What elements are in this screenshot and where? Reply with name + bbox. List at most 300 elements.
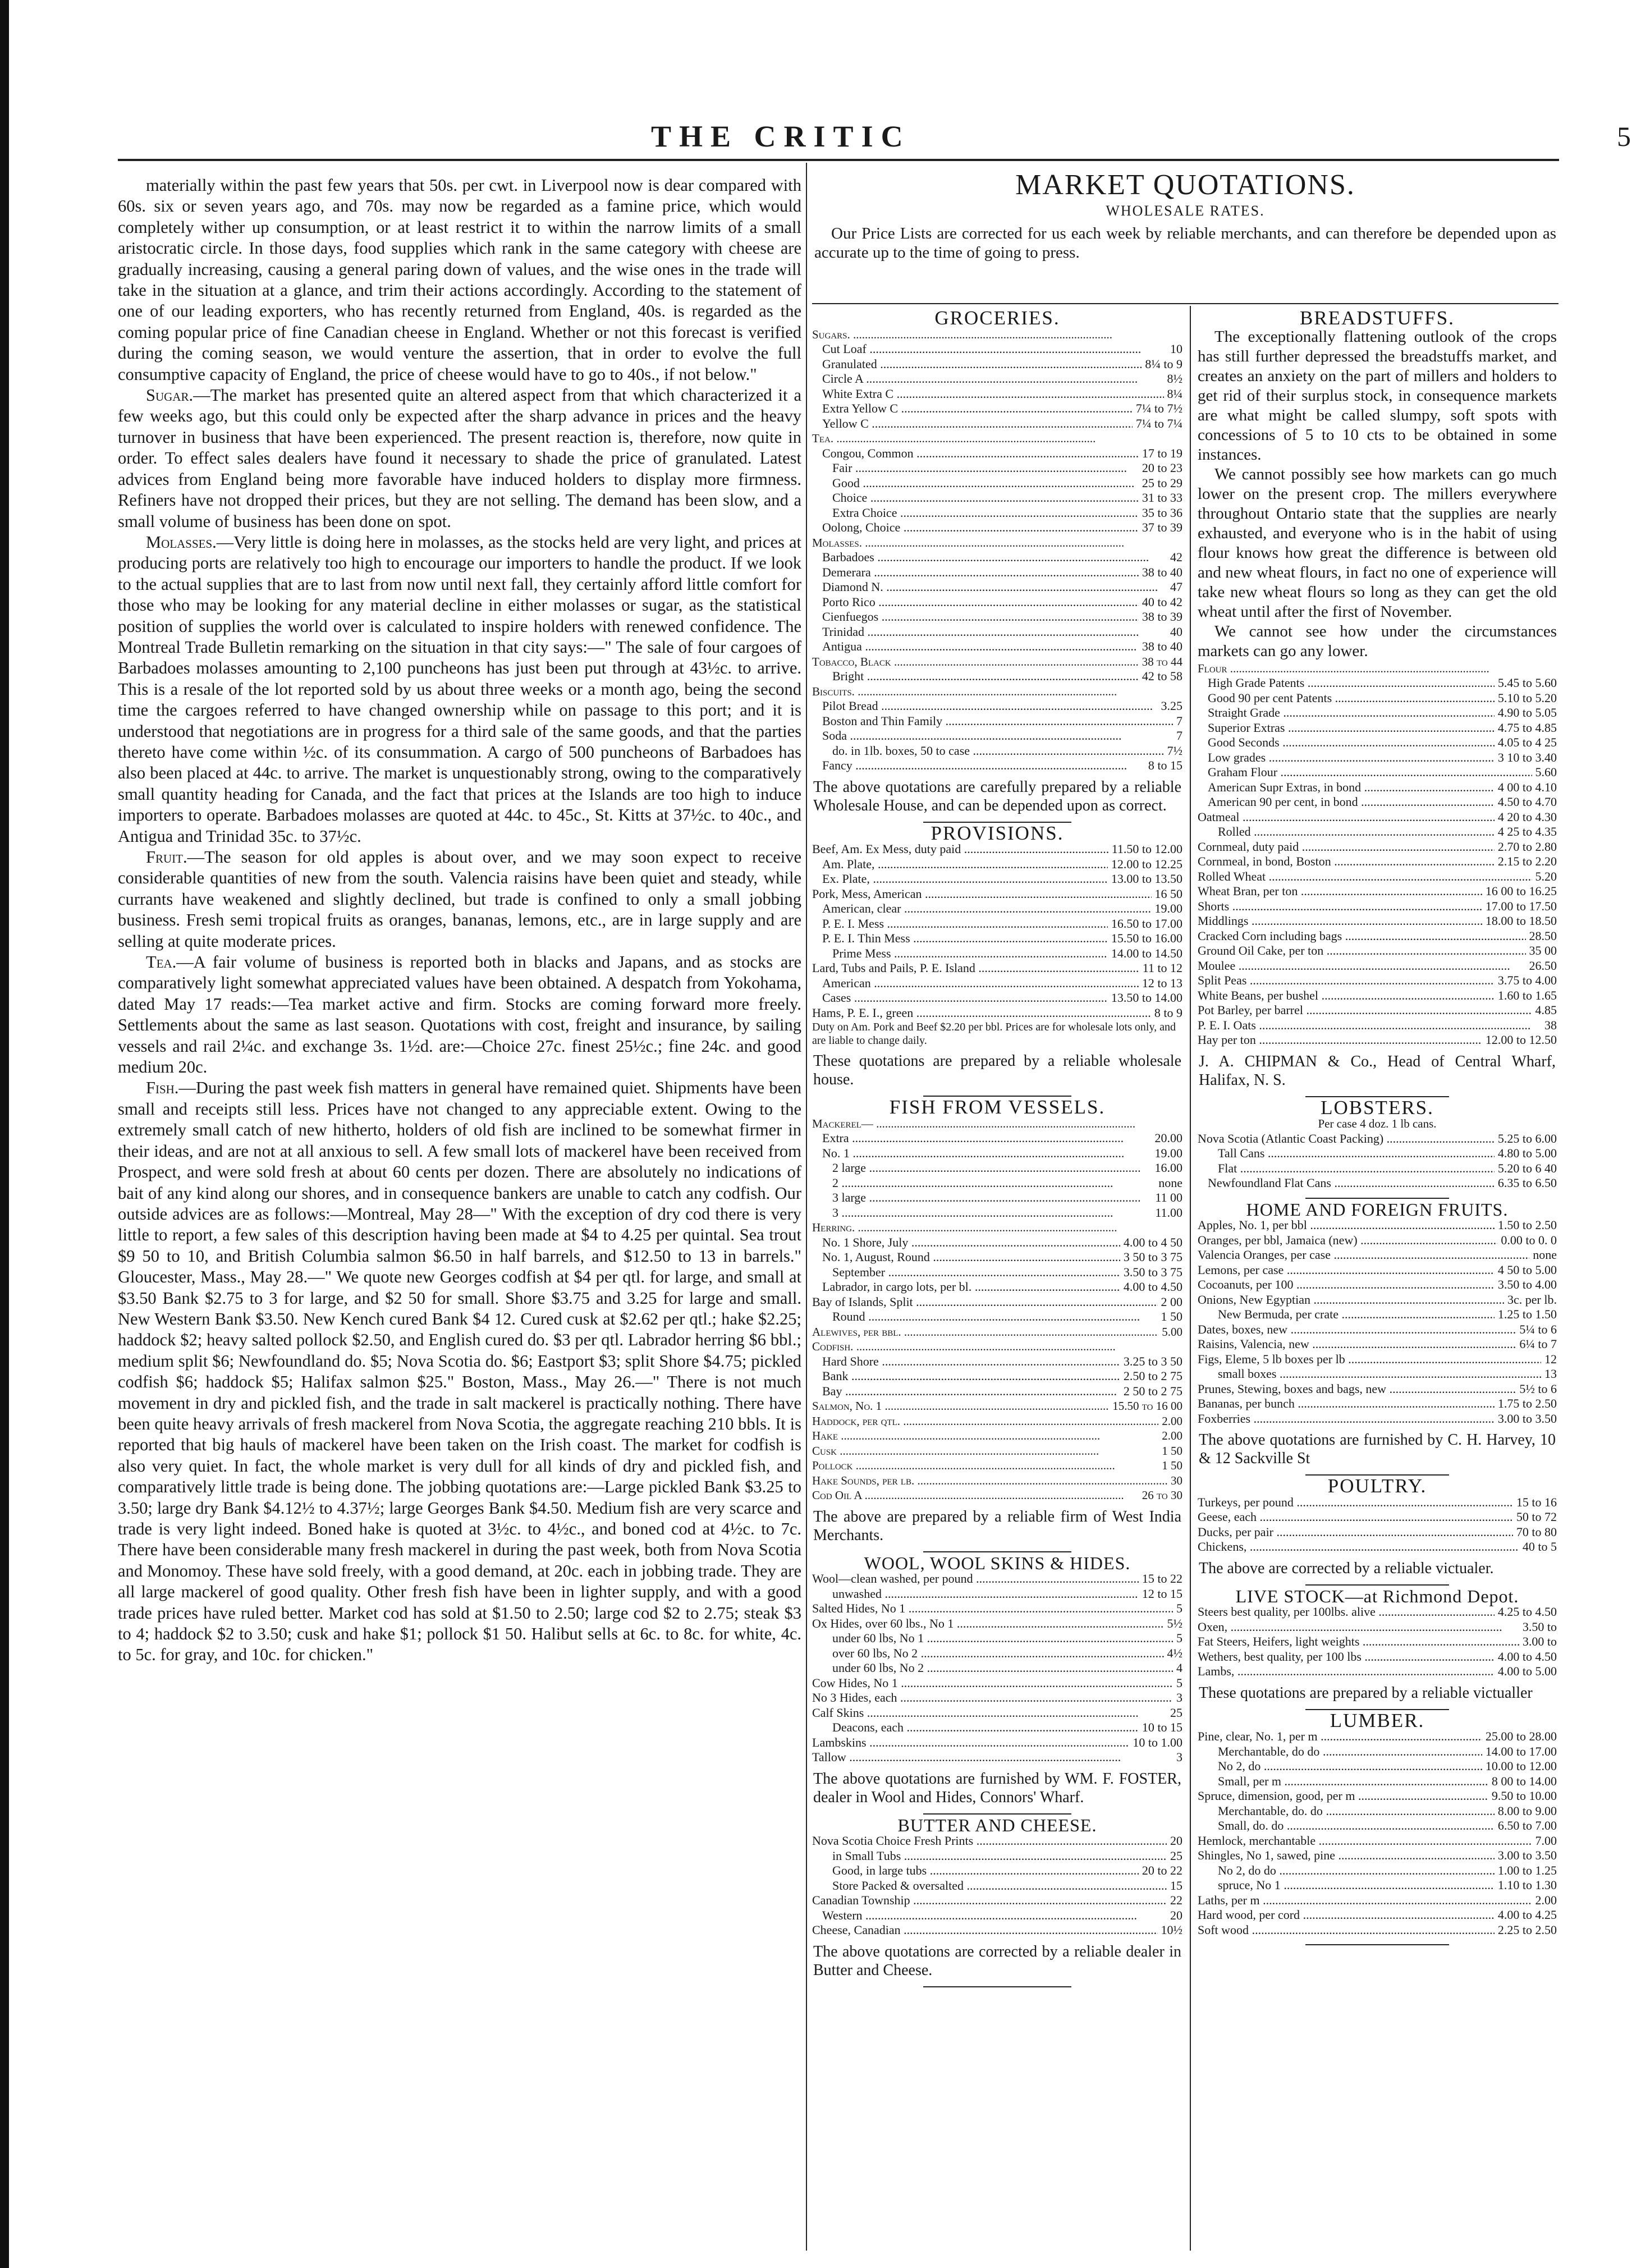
quote-item: Spruce, dimension, good, per m ..... (1198, 1789, 1488, 1804)
quote-price (1179, 1116, 1182, 1131)
quote-item: Ex. Plate, ..... (812, 872, 1108, 887)
quote-price: 38 (1544, 1018, 1557, 1032)
quote-price: 38 to 40 (1142, 639, 1182, 653)
quote-row (1198, 1396, 1557, 1412)
quote-price: 38 to 39 (1142, 610, 1182, 624)
quote-price (1179, 535, 1182, 551)
quote-row (1198, 1307, 1557, 1322)
paragraph-text: —A fair volume of business is reported both in blacks and Japans, and as stocks are comparatively light somewhat appreciated values have been obtained. A despatch from Yokohama, dated May 17 reads:—Tea market active and firm. Stocks are coming forward more freely. Settlements about the same as last season. Quotations with cost, freight and insurance, by sailing vessels and rail 2¼c. and exchange 3s. 1½d. are:—Choice 27c. finest 25½c.; fine 24c. and good medium 20c. (118, 952, 801, 1077)
poultry-note: The above are corrected by a reliable victualer. (1199, 1559, 1494, 1577)
quote-price: 5¼ to 6 (1519, 1322, 1557, 1336)
livestock-title: LIVE STOCK—at Richmond Depot. (1235, 1586, 1519, 1606)
quote-item: Soft wood ..... (1198, 1923, 1495, 1938)
editorial-paragraph (118, 532, 801, 847)
quote-price: 3.50 to (1522, 1619, 1557, 1634)
quote-row (1198, 765, 1557, 780)
quote-price: 25 (1170, 1848, 1182, 1863)
quote-price: 16.00 (1154, 1161, 1182, 1175)
quote-item: Granulated ..... (812, 357, 1142, 372)
quote-item: Good ..... (812, 476, 1139, 491)
lobsters-subtitle: Per case 4 doz. 1 lb cans. (1318, 1117, 1437, 1130)
market-subtitle: WHOLESALE RATES. (1106, 203, 1265, 219)
quote-row (1198, 705, 1557, 721)
quote-item: Ground Oil Cake, per ton ..... (1198, 943, 1526, 959)
quote-row (812, 1339, 1182, 1354)
quote-price: 3.50 to 3 75 (1123, 1264, 1182, 1279)
quote-item: No. 1 ..... (812, 1146, 1152, 1161)
quote-row (812, 342, 1182, 357)
quote-price: 4.05 to 4 25 (1497, 735, 1557, 749)
quote-price: 50 to 72 (1516, 1510, 1557, 1524)
quote-item: Merchantable, do do ..... (1198, 1744, 1482, 1760)
quote-item: Pollock ..... (812, 1458, 1158, 1473)
quote-row (812, 491, 1182, 506)
provisions-title: PROVISIONS. (930, 822, 1064, 844)
quote-price: 8 to 15 (1148, 758, 1182, 772)
quote-price: 8¼ (1167, 386, 1182, 401)
quote-item: Onions, New Egyptian ..... (1198, 1293, 1504, 1308)
butter-title: BUTTER AND CHEESE. (897, 1815, 1097, 1835)
livestock-note: These quotations are prepared by a reliable victualler (1199, 1684, 1533, 1702)
quote-item: Deacons, each ..... (812, 1720, 1139, 1735)
quote-row (812, 625, 1182, 640)
quote-item: Nova Scotia Choice Fresh Prints ..... (812, 1834, 1167, 1849)
quote-item: Salted Hides, No 1 ..... (812, 1601, 1173, 1616)
fruits-section (1198, 1199, 1557, 1476)
quote-row (1198, 1908, 1557, 1923)
quote-item: Turkeys, per pound ..... (1198, 1495, 1513, 1510)
quote-item: Prime Mess ..... (812, 946, 1108, 961)
quote-price: 17 to 19 (1142, 446, 1182, 460)
quote-price: 4.00 to 4 50 (1123, 1235, 1182, 1249)
livestock-section (1198, 1586, 1557, 1710)
quote-row (1198, 914, 1557, 929)
quote-row (1198, 1818, 1557, 1834)
quote-row (1198, 1605, 1557, 1620)
quote-price: 5½ (1167, 1616, 1182, 1630)
editorial-paragraph (118, 952, 801, 1078)
quote-price: 31 to 33 (1142, 491, 1182, 505)
quote-price: 10 to 1.00 (1133, 1735, 1182, 1749)
quote-price: 35 to 36 (1142, 505, 1182, 520)
quote-price: 1 50 (1161, 1309, 1182, 1323)
quote-row (812, 1116, 1182, 1131)
paragraph-lead: Sugar. (146, 386, 194, 405)
quote-price: 5 (1176, 1675, 1182, 1690)
quote-item: P. E. I. Mess ..... (812, 917, 1108, 932)
quote-price: 8 00 to 14.00 (1491, 1774, 1557, 1788)
column-rule (806, 163, 807, 2251)
quote-price: 4 20 to 4.30 (1497, 809, 1557, 824)
quote-item: Extra Yellow C ..... (812, 401, 1133, 416)
quote-row (812, 1893, 1182, 1908)
quote-item: Rolled Wheat ..... (1198, 869, 1532, 885)
quote-row (1198, 1878, 1557, 1893)
market-title: MARKET QUOTATIONS. (1015, 169, 1355, 201)
quote-price: 26 to 30 (1142, 1488, 1182, 1502)
quotations-column-right (1198, 308, 1557, 1949)
quote-price: 14.00 to 17.00 (1485, 1744, 1557, 1758)
quote-row (812, 1006, 1182, 1021)
quote-price: 1.50 to 2.50 (1497, 1218, 1557, 1232)
quote-row (1198, 750, 1557, 766)
quote-item: Boston and Thin Family ..... (812, 714, 1173, 729)
quote-item: Ox Hides, over 60 lbs., No 1 ..... (812, 1616, 1164, 1632)
quote-row (812, 595, 1182, 610)
quote-price: 2.00 (1162, 1429, 1182, 1442)
quote-item: Low grades ..... (1198, 750, 1495, 766)
editorial-paragraph (118, 175, 801, 385)
quote-item: Wool—clean washed, per pound ..... (812, 1571, 1139, 1587)
quote-item: American ..... (812, 976, 1139, 991)
quote-row (1198, 795, 1557, 810)
running-header (0, 119, 1641, 153)
butter-section (812, 1815, 1182, 1987)
quote-price: 20 to 22 (1142, 1863, 1182, 1877)
quote-item: Figs, Eleme, 5 lb boxes per lb ..... (1198, 1352, 1541, 1367)
quote-row (1198, 1650, 1557, 1665)
quote-price (1179, 1339, 1182, 1354)
quote-item: Foxberries ..... (1198, 1412, 1495, 1427)
quote-price: 20 (1170, 1834, 1182, 1848)
quote-item: Moulee ..... (1198, 959, 1526, 974)
quote-item: Bright ..... (812, 669, 1139, 684)
quote-price (1553, 661, 1557, 676)
quote-row (1198, 1412, 1557, 1427)
quote-item: Am. Plate, ..... (812, 857, 1108, 872)
quote-item: Round ..... (812, 1309, 1158, 1325)
quote-item: Tall Cans ..... (1198, 1146, 1495, 1161)
quote-item: Salmon, No. 1 ..... (812, 1399, 1109, 1414)
quote-row (812, 1616, 1182, 1632)
quote-row (1198, 1848, 1557, 1863)
quote-price: 4.50 to 4.70 (1497, 795, 1557, 809)
quote-row (812, 1587, 1182, 1602)
quote-price: 25.00 to 28.00 (1485, 1729, 1557, 1743)
quote-item: White Beans, per bushel ..... (1198, 988, 1495, 1004)
fish-title: FISH FROM VESSELS. (889, 1096, 1106, 1118)
quote-price: 8.00 to 9.00 (1497, 1803, 1557, 1818)
quote-price: 6.50 to 7.00 (1497, 1818, 1557, 1832)
quote-item: Good 90 per cent Patents ..... (1198, 691, 1495, 706)
quote-price: 3.00 to (1522, 1634, 1557, 1648)
quote-item: Oolong, Choice ..... (812, 520, 1139, 535)
quote-row (812, 744, 1182, 759)
quote-item: Labrador, in cargo lots, per bl. ..... (812, 1280, 1120, 1295)
quote-price: 5.00 (1162, 1325, 1182, 1339)
quote-price: 11.00 (1155, 1205, 1182, 1220)
quote-price: 11 00 (1155, 1190, 1182, 1204)
quote-row (812, 520, 1182, 535)
quote-item: 2 large ..... (812, 1161, 1152, 1176)
quote-price: 11.50 to 12.00 (1111, 842, 1182, 856)
quote-price (1179, 327, 1182, 342)
quote-row (1198, 1525, 1557, 1540)
quote-item: in Small Tubs ..... (812, 1849, 1167, 1864)
quote-row (812, 1601, 1182, 1616)
quote-row (812, 1280, 1182, 1295)
quote-item: small boxes ..... (1198, 1367, 1541, 1382)
quote-item: Good Seconds ..... (1198, 735, 1495, 750)
quote-item: Small, do. do ..... (1198, 1818, 1495, 1834)
quote-price: 3 (1176, 1690, 1182, 1705)
quote-row (812, 1878, 1182, 1894)
quote-row (812, 387, 1182, 402)
quote-row (812, 1309, 1182, 1325)
quote-item: New Bermuda, per crate ..... (1198, 1307, 1495, 1322)
quote-item: Pilot Bread ..... (812, 699, 1158, 714)
quote-price: 4.00 to 4.50 (1497, 1649, 1557, 1664)
quote-item: Choice ..... (812, 491, 1139, 506)
provisions-note: These quotations are prepared by a reliable wholesale house. (813, 1052, 1181, 1088)
quote-price: 30 (1171, 1473, 1182, 1487)
quote-item: Sugars. ..... (812, 327, 1179, 342)
quote-row (812, 327, 1182, 342)
quote-item: Hard Shore ..... (812, 1354, 1120, 1369)
quote-row (812, 1414, 1182, 1429)
quote-item: Cocoanuts, per 100 ..... (1198, 1277, 1495, 1293)
quote-price: 25 to 29 (1142, 475, 1182, 490)
quote-row (812, 684, 1182, 699)
quote-row (812, 550, 1182, 565)
quote-row (812, 461, 1182, 476)
quote-row (1198, 1146, 1557, 1161)
quote-price: 5½ to 6 (1519, 1381, 1557, 1396)
section-divider (1305, 1198, 1449, 1199)
quote-row (1198, 840, 1557, 855)
quote-price: 2.70 to 2.80 (1497, 839, 1557, 854)
quote-item: Cornmeal, duty paid ..... (1198, 840, 1495, 855)
quote-item: under 60 lbs, No 2 ..... (812, 1661, 1173, 1676)
section-divider (1305, 1584, 1449, 1586)
quote-item: White Extra C ..... (812, 387, 1164, 402)
quote-item: Hake Sounds, per lb. ..... (812, 1473, 1167, 1488)
paragraph-text: —The market has presented quite an altered aspect from that which characterized it a few weeks ago, but this could only be expected after the sharp advance in prices and the heavy turnover in business that have been experienced. The present reaction is, therefore, now quite in order. To effect sales dealers have found it necessary to shade the price of granulated. Latest advices from England being more favorable have induced holders to display more firmness. Refiners have not dropped their prices, but they are not selling. The demand has been slow, and a small volume of business has been done on spot. (118, 386, 801, 531)
quote-item: Porto Rico ..... (812, 595, 1139, 610)
quote-row (1198, 1759, 1557, 1774)
quote-item: Lemons, per case ..... (1198, 1263, 1495, 1278)
quote-row (812, 1428, 1182, 1444)
quote-item: American, clear ..... (812, 901, 1152, 917)
quote-price: 38 to 40 (1142, 565, 1182, 579)
quote-row (1198, 1003, 1557, 1018)
quote-price: 2.15 to 2.20 (1497, 854, 1557, 868)
quote-item: No 3 Hides, each ..... (812, 1690, 1173, 1706)
quote-row (812, 476, 1182, 491)
quote-item: Pot Barley, per barrel ..... (1198, 1003, 1532, 1018)
quote-price: 13.00 to 13.50 (1111, 872, 1182, 886)
quote-price: 7¼ to 7¼ (1135, 416, 1182, 430)
quote-price: 8¼ to 9 (1145, 356, 1182, 371)
quote-row (1198, 1293, 1557, 1308)
inner-column-rule (1190, 306, 1191, 2251)
quote-row (1198, 943, 1557, 959)
quote-row (1198, 988, 1557, 1004)
quote-row (812, 506, 1182, 521)
quote-row (812, 1661, 1182, 1676)
quote-row (1198, 1744, 1557, 1760)
paragraph-lead: Tea. (146, 952, 177, 972)
quote-row (812, 991, 1182, 1006)
quote-row (812, 1908, 1182, 1923)
quote-price: 3 50 to 3 75 (1123, 1250, 1182, 1264)
quote-item: Middlings ..... (1198, 914, 1482, 929)
quote-item: Oxen, ..... (1198, 1620, 1519, 1635)
market-intro-rule (812, 303, 1559, 304)
quote-price: 12.00 to 12.25 (1111, 856, 1182, 871)
quote-row (812, 1146, 1182, 1161)
quote-price: 4½ (1167, 1646, 1182, 1660)
quote-item: Demerara ..... (812, 565, 1139, 580)
paragraph-text: —The season for old apples is about over, and we may soon expect to receive considerable quantities of new from the south. Valencia raisins have been quiet and steady, while currants have weakened and slightly declined, but trade is confined to only a small jobbing business. Fresh semi tropical fruits as oranges, bananas, lemons, etc., are in large supply and are selling at quite moderate prices. (118, 847, 801, 951)
quote-item: Prunes, Stewing, boxes and bags, new ..... (1198, 1382, 1516, 1397)
quote-item: Chickens, ..... (1198, 1540, 1519, 1555)
groceries-section (812, 307, 1182, 823)
quote-item: Shorts ..... (1198, 899, 1482, 914)
quote-item: Bank ..... (812, 1369, 1120, 1384)
quote-item: Flour ..... (1198, 661, 1553, 676)
quote-item: Canadian Township ..... (812, 1893, 1167, 1908)
quote-item: Cases ..... (812, 991, 1108, 1006)
quote-price: 4.25 to 4.50 (1497, 1605, 1557, 1619)
quote-item: Alewives, per bbl. ..... (812, 1325, 1158, 1340)
quote-item: Mackerel— ..... (812, 1116, 1179, 1131)
quote-row (1198, 1337, 1557, 1352)
quote-row (812, 1384, 1182, 1399)
quote-row (812, 714, 1182, 729)
quote-row (1198, 1863, 1557, 1878)
quote-item: Tallow ..... (812, 1750, 1173, 1765)
quote-price: 5.20 (1535, 869, 1557, 883)
quote-price: 3.50 to 4.00 (1497, 1277, 1557, 1291)
quote-row (812, 669, 1182, 684)
quote-item: Ducks, per pair ..... (1198, 1525, 1513, 1540)
quote-row (1198, 1893, 1557, 1908)
quote-row (812, 1735, 1182, 1751)
fruits-title: HOME AND FOREIGN FRUITS. (1246, 1199, 1509, 1220)
quote-item: Apples, No. 1, per bbl ..... (1198, 1218, 1495, 1233)
quote-row (1198, 1923, 1557, 1938)
quote-price: 5 (1176, 1601, 1182, 1615)
lumber-title: LUMBER. (1330, 1709, 1425, 1731)
quote-price: 4 25 to 4.35 (1497, 824, 1557, 839)
quote-price: 4.85 (1535, 1003, 1557, 1017)
quote-price: 7.00 (1535, 1833, 1557, 1848)
quote-item: Extra ..... (812, 1131, 1152, 1146)
quote-row (812, 1325, 1182, 1340)
quote-item: Soda ..... (812, 728, 1173, 744)
quote-item: P. E. I. Thin Mess ..... (812, 931, 1108, 946)
quote-price: none (1158, 1175, 1182, 1190)
quote-item: Good, in large tubs ..... (812, 1863, 1139, 1878)
quote-item: do. in 1lb. boxes, 50 to case ..... (812, 744, 1164, 759)
quote-price: 3.25 to 3 50 (1123, 1354, 1182, 1368)
quote-row (812, 565, 1182, 580)
quote-row (812, 1444, 1182, 1459)
quote-row (812, 699, 1182, 714)
quote-item: Herring. ..... (812, 1220, 1179, 1235)
quote-item: Beef, Am. Ex Mess, duty paid ..... (812, 842, 1108, 857)
quote-row (1198, 780, 1557, 795)
quote-item: High Grade Patents ..... (1198, 676, 1495, 691)
quote-price: 12 to 15 (1142, 1586, 1182, 1601)
quote-price: 12 to 13 (1142, 975, 1182, 990)
quote-row (812, 580, 1182, 595)
quote-row (812, 1369, 1182, 1384)
quote-row (1198, 899, 1557, 914)
quote-item: Graham Flour ..... (1198, 765, 1532, 780)
quote-row (1198, 854, 1557, 869)
quote-price: 2.00 (1162, 1414, 1182, 1428)
quote-price: 2.50 to 2 75 (1123, 1369, 1182, 1383)
quote-price: 3.25 (1161, 699, 1182, 713)
quote-item: Western ..... (812, 1908, 1167, 1923)
breadstuffs-note: J. A. CHIPMAN & Co., Head of Central Wharf, Halifax, N. S. (1199, 1052, 1556, 1089)
poultry-title: POULTRY. (1327, 1475, 1427, 1497)
breadstuffs-paragraph: We cannot possibly see how markets can go much lower on the present crop. The millers everywhere throughout Ontario state that the supplies are nearly exhausted, and everyone who is in the habit of using flour knows how great the difference is between old and new wheat flours, in fact no one of experience will take new wheat flours so long as they can get the old wheat until after the first of November. (1198, 465, 1557, 621)
wool-note: The above quotations are furnished by WM. F. FOSTER, dealer in Wool and Hides, Connors' Wharf. (813, 1770, 1181, 1806)
quote-price (1179, 431, 1182, 446)
quote-row (812, 917, 1182, 932)
quote-row (812, 446, 1182, 461)
quote-item: unwashed ..... (812, 1587, 1139, 1602)
quote-row (1198, 1218, 1557, 1233)
quote-row (1198, 1277, 1557, 1293)
quote-row (1198, 824, 1557, 840)
quote-row (1198, 1774, 1557, 1789)
quote-row (1198, 959, 1557, 974)
quote-item: Oatmeal ..... (1198, 810, 1495, 825)
quote-price: 17.00 to 17.50 (1485, 899, 1557, 913)
quote-item: Extra Choice ..... (812, 506, 1139, 521)
market-quotations (812, 168, 1559, 264)
quote-item: Cracked Corn including bags ..... (1198, 929, 1526, 944)
quote-item: Rolled ..... (1198, 824, 1495, 840)
section-divider (1305, 1944, 1449, 1945)
breadstuffs-commentary (1198, 327, 1557, 661)
quote-price: 2.00 (1535, 1893, 1557, 1907)
quote-item: Wethers, best quality, per 100 lbs ..... (1198, 1650, 1495, 1665)
quote-price: 2.25 to 2.50 (1497, 1922, 1557, 1937)
quote-row (1198, 1018, 1557, 1033)
quote-item: Wheat Bran, per ton ..... (1198, 884, 1482, 899)
paragraph-text: materially within the past few years that 50s. per cwt. in Liverpool now is dear compared with 60s. six or seven years ago, and 70s. may now be regarded as a famine price, which would completely wither up consumption, or at least restrict it to within the narrow limits of a small aristocratic circle. In those days, food supplies which rank in the same category with cheese are gradually increasing, causing a general paring down of values, and the wise ones in the trade will take in the situation at a glance, and trim their actions accordingly. According to the statement of one of our leading exporters, who has recently returned from England, 40s. is regarded as the coming popular price of fine Canadian cheese in England. Whether or not this forecast is verified during the coming season, we would venture the assertion, that in order to evolve the full consumptive capacity of England, the price of cheese would have to go to 40s., if not below." (118, 176, 801, 384)
quote-row (812, 1206, 1182, 1221)
quote-item: Geese, each ..... (1198, 1510, 1513, 1525)
quote-item: spruce, No 1 ..... (1198, 1878, 1495, 1893)
quote-row (1198, 661, 1557, 676)
quote-row (812, 431, 1182, 446)
quote-price: 7½ (1167, 743, 1182, 758)
quote-item: Shingles, No 1, sawed, pine ..... (1198, 1848, 1495, 1863)
quote-price: 16 50 (1154, 886, 1182, 901)
quote-item: Hay per ton ..... (1198, 1033, 1482, 1048)
quote-row (1198, 735, 1557, 750)
quote-item: P. E. I. Oats ..... (1198, 1018, 1541, 1033)
paragraph-lead: Fruit. (146, 847, 187, 867)
quote-price: 20 (1170, 1908, 1182, 1922)
fruits-note: The above quotations are furnished by C. H. Harvey, 10 & 12 Sackville St (1199, 1431, 1556, 1467)
quote-item: Laths, per m ..... (1198, 1893, 1532, 1908)
quote-price: 7 (1176, 728, 1182, 743)
quote-row (1198, 1352, 1557, 1367)
quotations-column-left (812, 308, 1182, 1991)
quote-row (812, 1399, 1182, 1414)
quote-price: 5.25 to 6.00 (1497, 1131, 1557, 1146)
quote-price: 19.00 (1154, 1146, 1182, 1160)
provisions-section (812, 822, 1182, 1097)
quote-price: 7 (1176, 713, 1182, 728)
